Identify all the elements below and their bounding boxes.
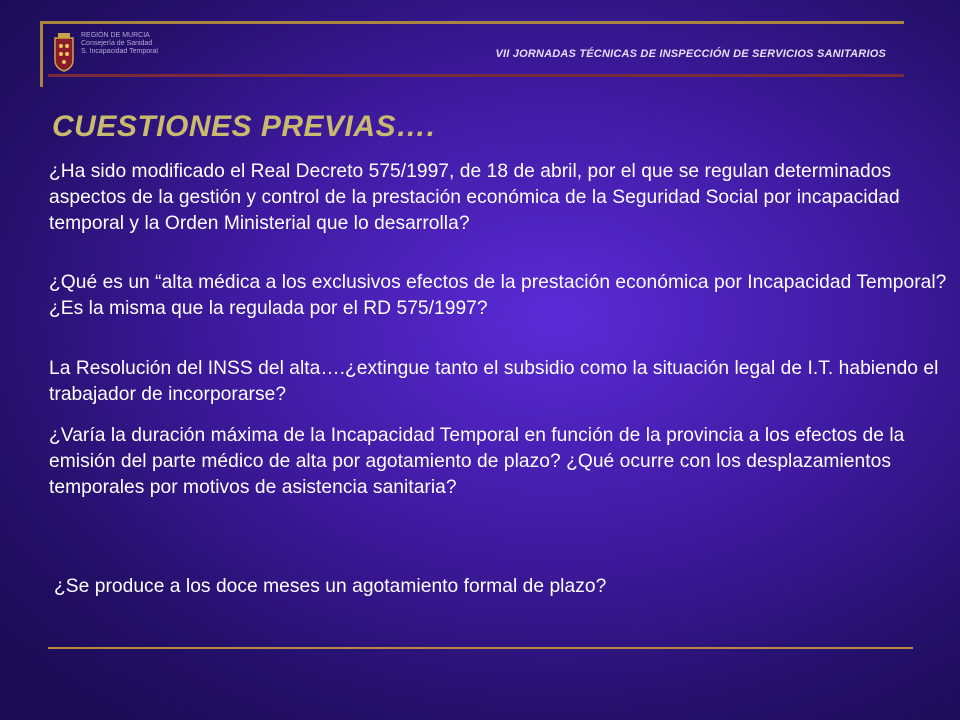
question-4: ¿Varía la duración máxima de la Incapacidad Temporal en función de la provincia a los efectos de la emisión del parte médico de alta por agotamiento de plazo? ¿Qué ocurre con los desplazamientos temporales por motivos de asistencia sanitaria?	[49, 425, 905, 498]
question-3: La Resolución del INSS del alta….¿extingue tanto el subsidio como la situación legal de I.T. habiendo el trabajador de incorporarse?	[49, 358, 939, 405]
header-frame-top-line	[40, 21, 904, 24]
org-line: Consejería de Sanidad	[81, 40, 153, 47]
question-5: ¿Se produce a los doce meses un agotamiento formal de plazo?	[54, 576, 607, 597]
question-1: ¿Ha sido modificado el Real Decreto 575/1997, de 18 de abril, por el que se regulan determinados aspectos de la gestión y control de la prestación económica de la Seguridad Social por incapacidad temporal y la Orden Ministerial que lo desarrolla?	[49, 161, 900, 234]
header-frame-left-line	[40, 21, 43, 87]
org-line: REGIÓN DE MURCIA	[81, 32, 150, 39]
conference-title: VII JORNADAS TÉCNICAS DE INSPECCIÓN DE SERVICIOS SANITARIOS	[495, 48, 886, 60]
slide-title: CUESTIONES PREVIAS….	[52, 110, 436, 143]
organization-name	[81, 32, 158, 56]
org-line: S. Incapacidad Temporal	[81, 48, 158, 55]
region-crest-logo	[52, 32, 76, 72]
footer-divider	[48, 647, 913, 649]
question-2: ¿Qué es un “alta médica a los exclusivos efectos de la prestación económica por Incapacidad Temporal? ¿Es la misma que la regulada por el RD 575/1997?	[49, 272, 947, 319]
header-divider	[48, 74, 904, 77]
